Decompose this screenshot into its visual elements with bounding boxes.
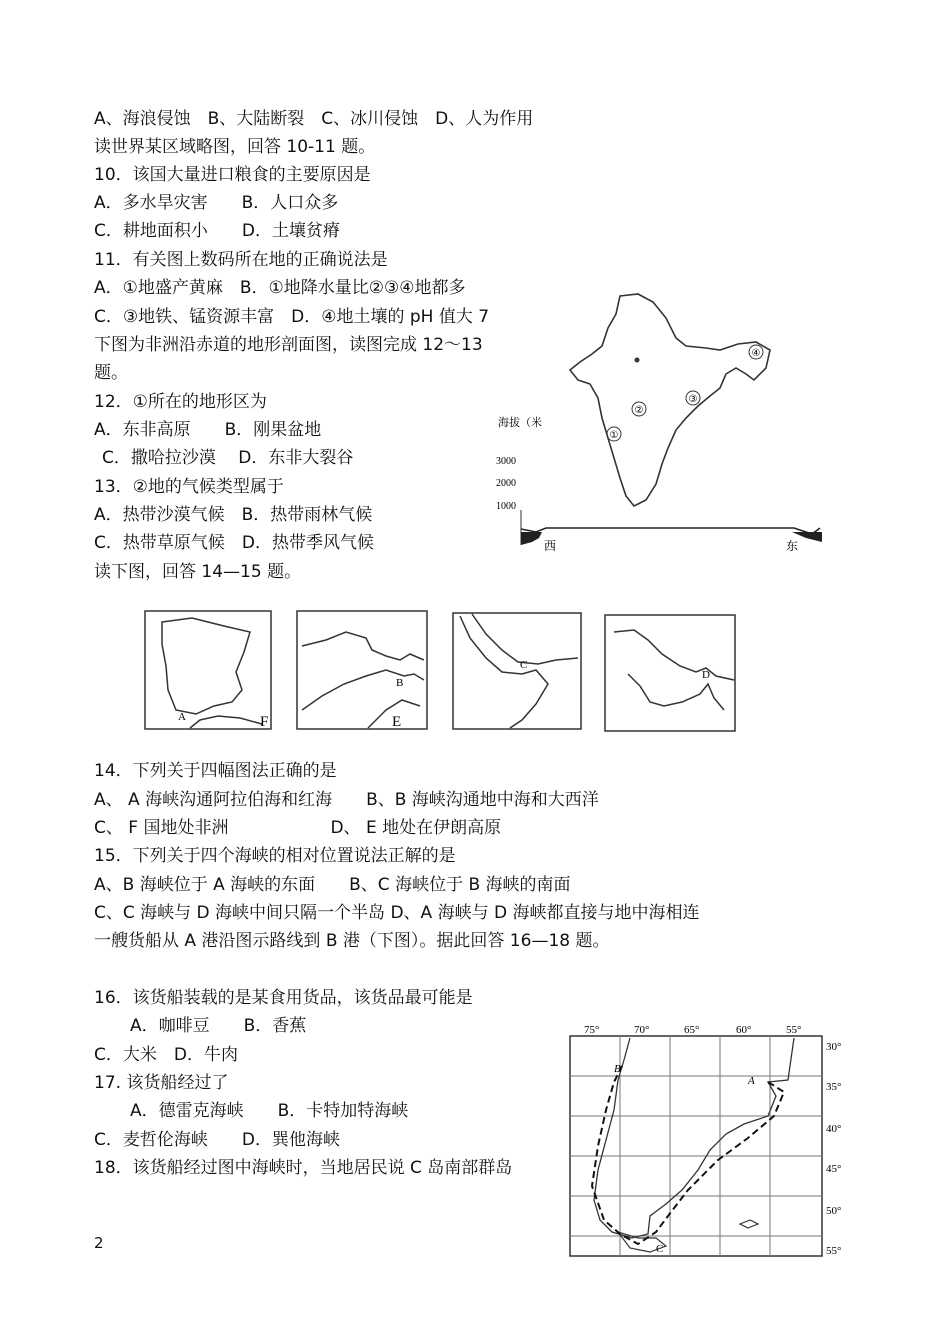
q11-stem: 11．有关图上数码所在地的正确说法是 <box>94 250 388 270</box>
label-3 <box>686 391 700 405</box>
page-number: 2 <box>94 1234 104 1252</box>
q12-13-intro-cont: 题。 <box>94 363 128 383</box>
q10-11-intro: 读世界某区域略图，回答 10-11 题。 <box>94 137 376 157</box>
lat-45: 45° <box>826 1163 842 1175</box>
strait-map-bab-el-mandeb <box>452 612 584 732</box>
north-coast <box>302 632 424 660</box>
peninsula-outline <box>162 618 250 714</box>
point-d: D <box>702 669 710 681</box>
point-a-port: A <box>748 1075 755 1087</box>
profile-line <box>521 528 820 534</box>
lon-55: 55° <box>786 1024 802 1036</box>
south-coast <box>302 670 424 710</box>
africa-horn-coast <box>460 616 548 728</box>
svg-text:②: ② <box>634 405 644 416</box>
q17-stem: 17. 该货船经过了 <box>94 1073 229 1093</box>
q11-options-ab: A．①地盛产黄麻 B．①地降水量比②③④地都多 <box>94 278 466 298</box>
lon-70: 70° <box>634 1024 650 1036</box>
south-america-route-map <box>562 1020 850 1262</box>
strait-map-bosporus <box>296 610 430 732</box>
svg-text:④: ④ <box>751 348 761 359</box>
profile-west: 西 <box>544 539 557 553</box>
arabia-coast <box>472 614 578 664</box>
q10-options-cd: C．耕地面积小 D．土壤贫瘠 <box>94 221 340 241</box>
africa-terrain-profile <box>494 410 830 554</box>
q11-options-cd: C．③地铁、锰资源丰富 D．④地土壤的 pH 值大 7 <box>94 307 490 327</box>
falkland-islands <box>740 1220 758 1228</box>
lat-30: 30° <box>826 1041 842 1053</box>
profile-ylabel: 海拔（米 <box>498 417 542 429</box>
point-b: B <box>396 677 404 689</box>
lon-65: 65° <box>684 1024 700 1036</box>
iran-coast <box>614 630 734 680</box>
q12-options-ab: A．东非高原 B．刚果盆地 <box>94 420 322 440</box>
q10-options-ab: A．多水旱灾害 B．人口众多 <box>94 193 339 213</box>
q18-stem: 18．该货船经过图中海峡时，当地居民说 C 岛南部群岛 <box>94 1158 513 1178</box>
q9-options: A、海浪侵蚀 B、大陆断裂 C、冰川侵蚀 D、人为作用 <box>94 109 534 129</box>
q16-18-intro: 一艘货船从 A 港沿图示路线到 B 港（下图）。据此回答 16—18 题。 <box>94 931 610 951</box>
q17-options-ab: A．德雷克海峡 B．卡特加特海峡 <box>130 1101 409 1121</box>
q16-options-ab: A．咖啡豆 B．香蕉 <box>130 1016 307 1036</box>
q13-options-ab: A．热带沙漠气候 B．热带雨林气候 <box>94 505 373 525</box>
africa-coast <box>190 716 262 728</box>
lon-60: 60° <box>736 1024 752 1036</box>
west-ocean <box>521 532 542 545</box>
q10-stem: 10．该国大量进口粮食的主要原因是 <box>94 165 371 185</box>
continent-coast <box>594 1038 794 1238</box>
ship-route <box>592 1066 784 1244</box>
svg-text:①: ① <box>609 430 619 441</box>
profile-east: 东 <box>786 539 799 553</box>
q15-options-cd: C、C 海峡与 D 海峡中间只隔一个半岛 D、A 海峡与 D 海峡都直接与地中海相连 <box>94 903 700 923</box>
q12-stem: 12．①所在的地形区为 <box>94 392 267 412</box>
point-c: C <box>520 659 528 671</box>
tick-2000: 2000 <box>496 478 516 489</box>
lat-35: 35° <box>826 1081 842 1093</box>
point-b-port: B <box>614 1063 621 1075</box>
lat-50: 50° <box>826 1205 842 1217</box>
strait-map-iberia <box>144 610 274 732</box>
q15-options-ab: A、B 海峡位于 A 海峡的东面 B、C 海峡位于 B 海峡的南面 <box>94 875 571 895</box>
corner-f: F <box>260 714 269 730</box>
q16-options-cd: C．大米 D．牛肉 <box>94 1045 238 1065</box>
strait-map-hormuz <box>604 614 738 734</box>
svg-text:③: ③ <box>688 394 698 405</box>
q12-options-cd: C．撒哈拉沙漠 D．东非大裂谷 <box>102 448 354 468</box>
q15-stem: 15．下列关于四个海峡的相对位置说法正解的是 <box>94 846 456 866</box>
q17-options-cd: C．麦哲伦海峡 D．巽他海峡 <box>94 1130 340 1150</box>
point-c-island: C <box>656 1243 664 1255</box>
q16-stem: 16．该货船装载的是某食用货品，该货品最可能是 <box>94 988 473 1008</box>
tick-1000: 1000 <box>496 501 516 512</box>
point-a: A <box>178 711 186 723</box>
lon-75: 75° <box>584 1024 600 1036</box>
q12-13-intro: 下图为非洲沿赤道的地形剖面图，读图完成 12～13 <box>94 335 483 355</box>
lat-55: 55° <box>826 1245 842 1257</box>
corner-e: E <box>392 714 402 730</box>
label-4 <box>749 345 763 359</box>
tick-3000: 3000 <box>496 456 516 467</box>
q14-15-intro: 读下图，回答 14—15 题。 <box>94 562 302 582</box>
lat-40: 40° <box>826 1123 842 1135</box>
q14-stem: 14．下列关于四幅图法正确的是 <box>94 761 337 781</box>
q13-options-cd: C．热带草原气候 D．热带季风气候 <box>94 533 374 553</box>
capital-dot <box>635 358 640 363</box>
q14-options-cd: C、 F 国地处非洲 D、 E 地处在伊朗高原 <box>94 818 502 838</box>
q13-stem: 13．②地的气候类型属于 <box>94 477 284 497</box>
q14-options-ab: A、 A 海峡沟通阿拉伯海和红海 B、B 海峡沟通地中海和大西洋 <box>94 790 599 810</box>
